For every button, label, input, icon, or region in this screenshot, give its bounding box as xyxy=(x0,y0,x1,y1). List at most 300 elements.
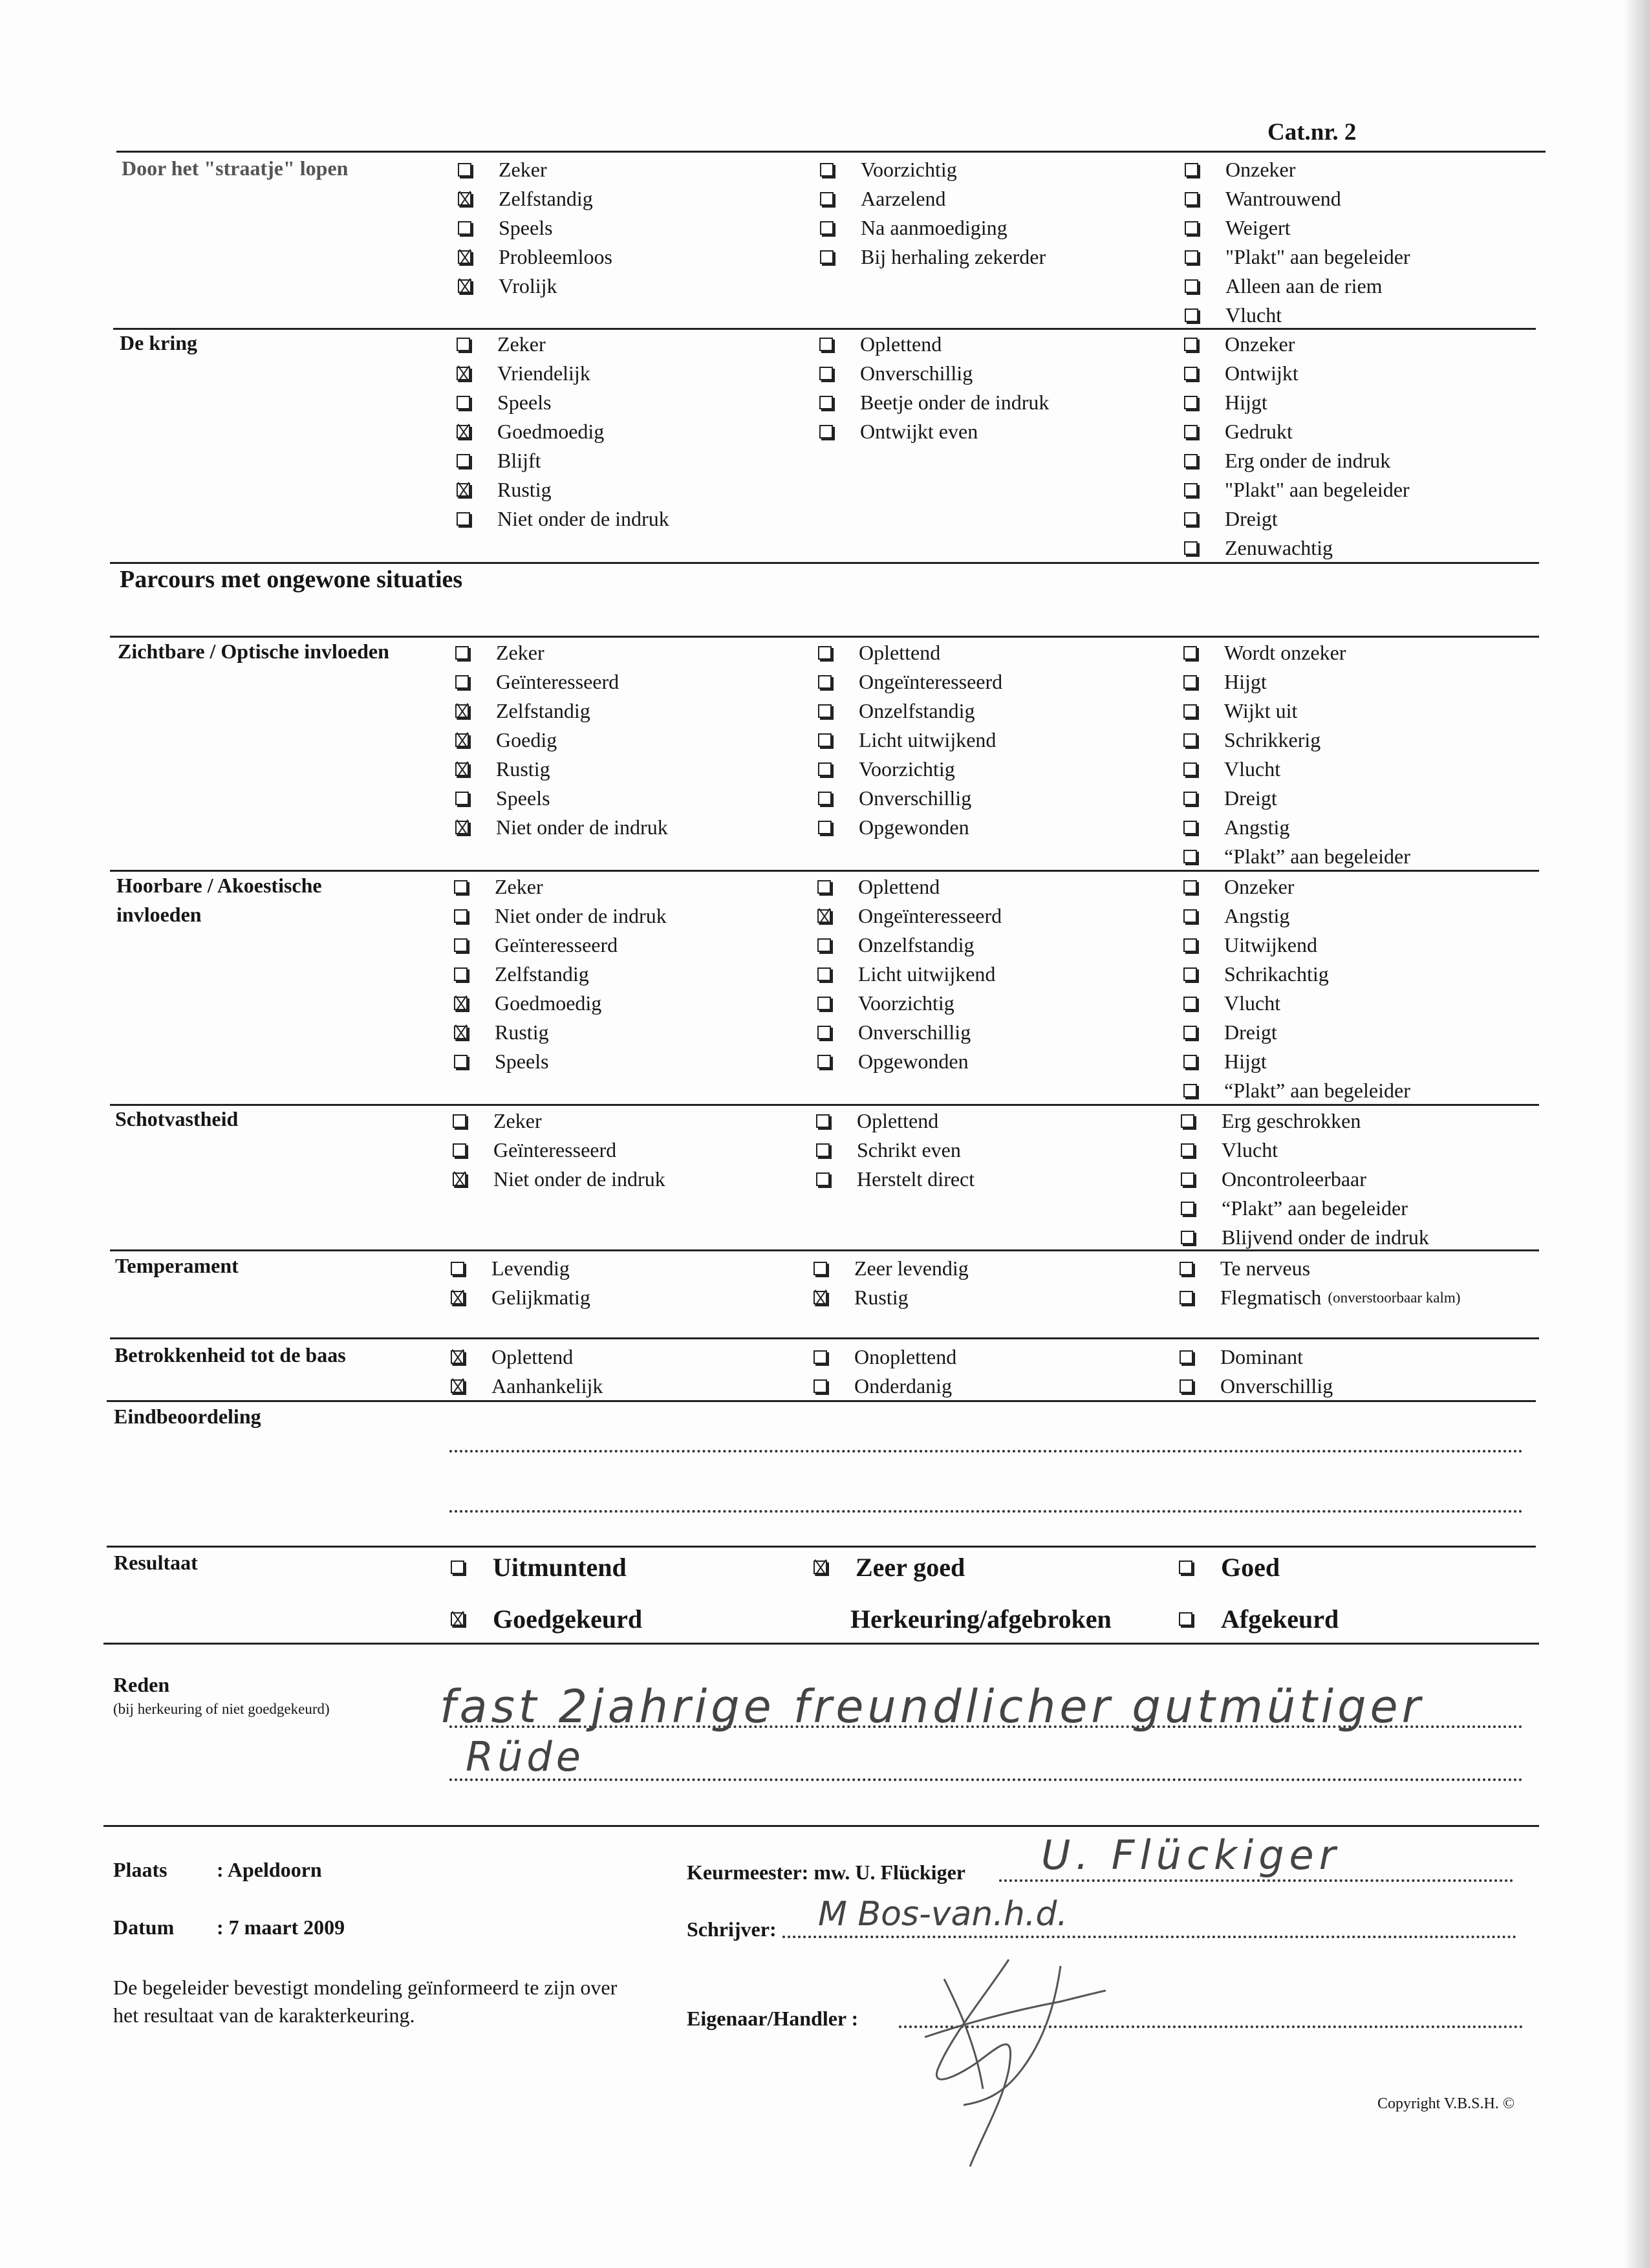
checkbox-icon[interactable] xyxy=(451,1561,464,1574)
checkbox-option[interactable] xyxy=(457,359,669,388)
checkbox-option-label: Onverschillig xyxy=(860,362,973,385)
checked-checkbox-icon[interactable] xyxy=(455,733,469,747)
checkbox-icon[interactable] xyxy=(1184,338,1198,351)
checkbox-icon[interactable] xyxy=(817,997,831,1010)
checkbox-option-label: Zeker xyxy=(497,332,546,356)
checkbox-option[interactable] xyxy=(457,417,669,446)
checkbox-option[interactable] xyxy=(820,213,1046,243)
checkbox-icon[interactable] xyxy=(820,221,834,235)
checkbox-icon[interactable] xyxy=(1183,792,1197,805)
reden-handwriting-line1: fast 2jahrige freundlicher gutmütiger xyxy=(440,1680,1425,1733)
checkbox-icon[interactable] xyxy=(1180,1291,1193,1304)
section-label-kring: De kring xyxy=(120,331,197,354)
checkbox-option-label: Oplettend xyxy=(858,875,940,898)
checkbox-icon[interactable] xyxy=(1183,675,1197,689)
checkbox-option[interactable] xyxy=(819,359,1049,388)
checkbox-option[interactable] xyxy=(817,902,1002,931)
checkbox-option[interactable] xyxy=(818,638,1002,667)
betrokkenheid-col2 xyxy=(814,1343,956,1401)
temperament-col2 xyxy=(814,1254,969,1312)
checked-checkbox-icon[interactable] xyxy=(457,367,470,380)
checkbox-option[interactable] xyxy=(1183,697,1410,726)
schot-col2 xyxy=(816,1107,975,1194)
checkbox-option-label: Onverschillig xyxy=(858,1021,971,1044)
checkbox-option-label: Onzeker xyxy=(1225,158,1296,181)
checkbox-option[interactable] xyxy=(820,155,1046,184)
checked-checkbox-icon[interactable] xyxy=(455,821,469,834)
checkbox-option-label: Schrikachtig xyxy=(1224,962,1329,986)
checkbox-option-label: Speels xyxy=(497,391,552,414)
checked-checkbox-icon[interactable] xyxy=(455,704,469,718)
checkbox-icon[interactable] xyxy=(1184,483,1198,497)
optisch-col2 xyxy=(818,638,1002,842)
checkbox-option[interactable] xyxy=(1185,184,1410,213)
checkbox-option[interactable] xyxy=(1184,417,1410,446)
checkbox-option[interactable] xyxy=(819,417,1049,446)
checkbox-option[interactable] xyxy=(1184,359,1410,388)
checkbox-option[interactable] xyxy=(458,213,612,243)
checkbox-option[interactable] xyxy=(1184,388,1410,417)
checkbox-option[interactable] xyxy=(458,155,612,184)
checkbox-icon[interactable] xyxy=(455,646,469,660)
checkbox-option[interactable] xyxy=(1185,272,1410,301)
checkbox-icon[interactable] xyxy=(1185,163,1198,177)
checkbox-option[interactable] xyxy=(1183,813,1410,842)
checkbox-icon[interactable] xyxy=(1180,1262,1193,1275)
kring-col2 xyxy=(819,330,1049,446)
checkbox-option-label: Levendig xyxy=(491,1257,570,1280)
rule-resultaat xyxy=(107,1546,1536,1548)
checkbox-icon[interactable] xyxy=(817,880,831,894)
checkbox-icon[interactable] xyxy=(1185,308,1198,322)
begeleider-text-line2: het resultaat van de karakterkeuring. xyxy=(113,2003,415,2027)
keurmeester-label: Keurmeester: mw. U. Flückiger xyxy=(687,1861,965,1884)
checkbox-icon[interactable] xyxy=(814,1350,827,1364)
checkbox-icon[interactable] xyxy=(1183,762,1197,776)
datum-label: Datum xyxy=(113,1916,175,1939)
checkbox-option[interactable] xyxy=(455,726,668,755)
straatje-col3 xyxy=(1185,155,1410,330)
betrokkenheid-col1 xyxy=(451,1343,603,1401)
checkbox-icon[interactable] xyxy=(1183,646,1197,660)
checkbox-option-label: Oplettend xyxy=(491,1345,574,1368)
checkbox-option[interactable] xyxy=(453,1107,665,1136)
checkbox-option[interactable] xyxy=(1183,1047,1410,1076)
checkbox-option-label: Dominant xyxy=(1220,1345,1303,1368)
eind-line-1[interactable] xyxy=(449,1450,1523,1453)
checkbox-icon[interactable] xyxy=(819,425,833,438)
checkbox-icon[interactable] xyxy=(1185,250,1198,264)
checkbox-option[interactable] xyxy=(454,931,667,960)
checkbox-icon[interactable] xyxy=(1181,1172,1194,1186)
checked-checkbox-icon[interactable] xyxy=(458,192,471,206)
checkbox-option[interactable] xyxy=(1181,1165,1429,1194)
checkbox-icon[interactable] xyxy=(820,250,834,264)
checkbox-option[interactable] xyxy=(817,872,1002,902)
checkbox-icon[interactable] xyxy=(1179,1612,1192,1626)
checkbox-option[interactable] xyxy=(820,184,1046,213)
checkbox-option[interactable] xyxy=(454,989,667,1018)
checkbox-icon[interactable] xyxy=(1183,1084,1197,1097)
checkbox-option[interactable] xyxy=(818,726,1002,755)
checkbox-option[interactable] xyxy=(818,697,1002,726)
checkbox-option-label: Bij herhaling zekerder xyxy=(861,245,1046,268)
checkbox-icon[interactable] xyxy=(819,367,833,380)
schrijver-label: Schrijver: xyxy=(687,1917,777,1941)
checkbox-option[interactable] xyxy=(1181,1194,1429,1223)
checked-checkbox-icon[interactable] xyxy=(454,1026,468,1039)
checkbox-option[interactable] xyxy=(457,446,669,475)
checkbox-option-label: Ongeïnteresseerd xyxy=(858,904,1002,927)
rule-reden xyxy=(103,1643,1539,1645)
checkbox-option[interactable] xyxy=(453,1165,665,1194)
checkbox-option[interactable] xyxy=(453,1136,665,1165)
checkbox-option-label: Na aanmoediging xyxy=(861,216,1008,239)
checkbox-option-label: Goedig xyxy=(496,728,557,751)
checkbox-option[interactable] xyxy=(1183,842,1410,871)
result-goed-label: Goed xyxy=(1221,1553,1280,1582)
checkbox-option[interactable] xyxy=(455,813,668,842)
checkbox-option[interactable] xyxy=(451,1254,590,1283)
checkbox-option-label: Rustig xyxy=(497,478,552,501)
checked-checkbox-icon[interactable] xyxy=(451,1379,464,1393)
checkbox-option[interactable] xyxy=(1180,1343,1333,1372)
checkbox-icon[interactable] xyxy=(819,338,833,351)
section-label-optisch: Zichtbare / Optische invloeden xyxy=(118,640,389,663)
checkbox-option-label: Erg onder de indruk xyxy=(1225,449,1391,472)
checkbox-option[interactable] xyxy=(816,1165,975,1194)
checkbox-icon[interactable] xyxy=(457,338,470,351)
checkbox-option-label: "Plakt" aan begeleider xyxy=(1225,478,1410,501)
checked-checkbox-icon[interactable] xyxy=(814,1561,827,1574)
checkbox-option[interactable] xyxy=(1183,784,1410,813)
checkbox-option-label: Goedmoedig xyxy=(497,420,605,443)
result-uitmuntend[interactable] xyxy=(451,1552,627,1582)
checkbox-option[interactable] xyxy=(455,667,668,697)
checkbox-option-label: Beetje onder de indruk xyxy=(860,391,1050,414)
checkbox-icon[interactable] xyxy=(817,1026,831,1039)
checkbox-icon[interactable] xyxy=(1181,1143,1194,1157)
checkbox-option[interactable] xyxy=(814,1343,956,1372)
checkbox-option-label: Schrikkerig xyxy=(1224,728,1321,751)
checkbox-option[interactable] xyxy=(454,1018,667,1047)
schrijver-line[interactable] xyxy=(782,1936,1516,1938)
checkbox-option-label: Aanhankelijk xyxy=(491,1374,603,1398)
checkbox-icon[interactable] xyxy=(1179,1561,1192,1574)
checkbox-option[interactable] xyxy=(1183,755,1410,784)
checkbox-icon[interactable] xyxy=(814,1262,827,1275)
checked-checkbox-icon[interactable] xyxy=(458,250,471,264)
checkbox-option[interactable] xyxy=(458,243,612,272)
checkbox-option[interactable] xyxy=(817,931,1002,960)
checkbox-icon[interactable] xyxy=(454,938,468,952)
checkbox-option-label: Vlucht xyxy=(1225,303,1282,327)
checkbox-option[interactable] xyxy=(817,989,1002,1018)
checkbox-icon[interactable] xyxy=(454,909,468,923)
checkbox-icon[interactable] xyxy=(1185,279,1198,293)
checkbox-option[interactable] xyxy=(1180,1254,1460,1283)
checkbox-option[interactable] xyxy=(454,872,667,902)
checkbox-option[interactable] xyxy=(454,1047,667,1076)
checkbox-option-label: Voorzichtig xyxy=(859,757,955,781)
checkbox-icon[interactable] xyxy=(1180,1350,1193,1364)
checkbox-option[interactable] xyxy=(457,475,669,504)
checkbox-option-label: Zeer levendig xyxy=(854,1257,969,1280)
checkbox-option[interactable] xyxy=(820,243,1046,272)
reden-handwriting-line2: Rüde xyxy=(466,1733,585,1780)
checkbox-option[interactable] xyxy=(451,1372,603,1401)
checkbox-option-note: (onverstoorbaar kalm) xyxy=(1328,1290,1461,1306)
begeleider-text-line1: De begeleider bevestigt mondeling geïnformeerd te zijn over xyxy=(113,1976,618,1999)
checkbox-option[interactable] xyxy=(1184,504,1410,534)
checkbox-icon[interactable] xyxy=(1183,850,1197,863)
checkbox-option[interactable] xyxy=(457,330,669,359)
akoestisch-label-line1: Hoorbare / Akoestische xyxy=(116,874,322,897)
checkbox-icon[interactable] xyxy=(1183,938,1197,952)
result-uitmuntend-label: Uitmuntend xyxy=(493,1553,627,1582)
checkbox-icon[interactable] xyxy=(818,792,832,805)
checkbox-icon[interactable] xyxy=(820,163,834,177)
checkbox-option[interactable] xyxy=(1185,243,1410,272)
checkbox-option[interactable] xyxy=(455,784,668,813)
checkbox-option[interactable] xyxy=(457,388,669,417)
checkbox-option[interactable] xyxy=(818,813,1002,842)
checkbox-icon[interactable] xyxy=(1181,1114,1194,1128)
checkbox-option-label: “Plakt” aan begeleider xyxy=(1224,845,1410,868)
checkbox-option[interactable] xyxy=(1180,1372,1333,1401)
checkbox-option[interactable] xyxy=(1183,1018,1410,1047)
checkbox-option-label: Wijkt uit xyxy=(1224,699,1298,722)
checkbox-option-label: Schrikt even xyxy=(857,1138,961,1161)
checkbox-option[interactable] xyxy=(455,755,668,784)
checkbox-option[interactable] xyxy=(819,330,1049,359)
checkbox-icon[interactable] xyxy=(454,880,468,894)
reden-line-2[interactable] xyxy=(449,1778,1523,1781)
checkbox-icon[interactable] xyxy=(1183,909,1197,923)
checkbox-icon[interactable] xyxy=(1183,821,1197,834)
checkbox-icon[interactable] xyxy=(1185,221,1198,235)
checkbox-option[interactable] xyxy=(817,1047,1002,1076)
checkbox-icon[interactable] xyxy=(816,1172,830,1186)
checkbox-option[interactable] xyxy=(1181,1107,1429,1136)
checkbox-icon[interactable] xyxy=(1183,997,1197,1010)
plaats-value: : Apeldoorn xyxy=(217,1858,322,1881)
akoestisch-col2 xyxy=(817,872,1002,1076)
checkbox-option-label: Hijgt xyxy=(1224,670,1267,693)
checkbox-icon[interactable] xyxy=(816,1143,830,1157)
checkbox-icon[interactable] xyxy=(817,938,831,952)
checkbox-option[interactable] xyxy=(458,272,612,301)
result-afgekeurd[interactable] xyxy=(1179,1604,1339,1634)
checkbox-icon[interactable] xyxy=(818,821,832,834)
checkbox-icon[interactable] xyxy=(451,1262,464,1275)
checkbox-icon[interactable] xyxy=(816,1114,830,1128)
checkbox-icon[interactable] xyxy=(1183,1055,1197,1068)
checkbox-option[interactable] xyxy=(818,667,1002,697)
checkbox-option[interactable] xyxy=(1183,989,1410,1018)
checkbox-option-label: Ontwijkt xyxy=(1225,362,1299,385)
checkbox-option[interactable] xyxy=(814,1254,969,1283)
checked-checkbox-icon[interactable] xyxy=(457,483,470,497)
checkbox-option-label: Zelfstandig xyxy=(496,699,590,722)
checkbox-icon[interactable] xyxy=(1183,704,1197,718)
checkbox-icon[interactable] xyxy=(1183,733,1197,747)
checkbox-option[interactable] xyxy=(1183,726,1410,755)
checkbox-icon[interactable] xyxy=(1184,367,1198,380)
checked-checkbox-icon[interactable] xyxy=(451,1612,464,1626)
checkbox-option[interactable] xyxy=(1183,931,1410,960)
checkbox-option[interactable] xyxy=(454,960,667,989)
checkbox-option-label: Oplettend xyxy=(860,332,942,356)
checkbox-icon[interactable] xyxy=(1184,541,1198,555)
checkbox-option-label: Onderdanig xyxy=(854,1374,953,1398)
checked-checkbox-icon[interactable] xyxy=(454,997,468,1010)
checkbox-option-label: Speels xyxy=(499,216,553,239)
checkbox-icon[interactable] xyxy=(454,967,468,981)
checkbox-icon[interactable] xyxy=(1183,880,1197,894)
checkbox-option[interactable] xyxy=(1185,301,1410,330)
result-goed[interactable] xyxy=(1179,1552,1280,1582)
checkbox-option-label: Ontwijkt even xyxy=(860,420,978,443)
checkbox-icon[interactable] xyxy=(1185,192,1198,206)
checkbox-icon[interactable] xyxy=(457,512,470,526)
checkbox-icon[interactable] xyxy=(453,1114,466,1128)
checkbox-option-label: Geïnteresseerd xyxy=(495,933,618,956)
checked-checkbox-icon[interactable] xyxy=(458,279,471,293)
optisch-col1 xyxy=(455,638,668,842)
checkbox-option-label: Dreigt xyxy=(1225,507,1278,530)
checkbox-option[interactable] xyxy=(1181,1223,1429,1252)
checkbox-option[interactable] xyxy=(1183,667,1410,697)
checkbox-icon[interactable] xyxy=(1181,1231,1194,1244)
result-zeer-goed[interactable] xyxy=(814,1552,965,1582)
temperament-col3 xyxy=(1180,1254,1460,1312)
checkbox-icon[interactable] xyxy=(818,704,832,718)
checkbox-icon[interactable] xyxy=(819,396,833,409)
cat-number: Cat.nr. 2 xyxy=(1267,119,1357,146)
checkbox-option[interactable] xyxy=(818,755,1002,784)
checkbox-option[interactable] xyxy=(1183,638,1410,667)
result-herkeuring[interactable] xyxy=(814,1604,1112,1634)
checkbox-icon[interactable] xyxy=(1180,1379,1193,1393)
checkbox-option-label: Blijft xyxy=(497,449,541,472)
checkbox-option-label: Wantrouwend xyxy=(1225,187,1341,210)
checkbox-icon[interactable] xyxy=(1184,396,1198,409)
result-afgekeurd-label: Afgekeurd xyxy=(1221,1604,1339,1634)
checkbox-option[interactable] xyxy=(1180,1283,1460,1312)
rule-top xyxy=(116,151,1546,153)
checkbox-option-label: Wordt onzeker xyxy=(1224,641,1346,664)
checkbox-option[interactable] xyxy=(1183,902,1410,931)
checkbox-option-label: Niet onder de indruk xyxy=(495,904,667,927)
result-goedgekeurd[interactable] xyxy=(451,1604,642,1634)
checkbox-icon[interactable] xyxy=(455,675,469,689)
checkbox-icon[interactable] xyxy=(1184,454,1198,468)
checkbox-icon[interactable] xyxy=(814,1379,827,1393)
eind-line-2[interactable] xyxy=(449,1510,1523,1513)
checkbox-option[interactable] xyxy=(1185,155,1410,184)
checkbox-icon[interactable] xyxy=(818,646,832,660)
checkbox-option[interactable] xyxy=(455,638,668,667)
checkbox-option[interactable] xyxy=(451,1283,590,1312)
checkbox-icon[interactable] xyxy=(1184,512,1198,526)
checkbox-icon[interactable] xyxy=(1183,1026,1197,1039)
checkbox-icon[interactable] xyxy=(457,454,470,468)
checkbox-option[interactable] xyxy=(457,504,669,534)
checkbox-icon[interactable] xyxy=(1183,967,1197,981)
checkbox-option[interactable] xyxy=(451,1343,603,1372)
checked-checkbox-icon[interactable] xyxy=(453,1172,466,1186)
checked-checkbox-icon[interactable] xyxy=(451,1291,464,1304)
checkbox-option[interactable] xyxy=(1181,1136,1429,1165)
checkbox-option-label: Ongeïnteresseerd xyxy=(859,670,1003,693)
checkbox-option[interactable] xyxy=(819,388,1049,417)
checkbox-option-label: Angstig xyxy=(1224,815,1290,839)
checkbox-option-label: Probleemloos xyxy=(499,245,612,268)
checkbox-option[interactable] xyxy=(1183,1076,1410,1105)
checkbox-icon[interactable] xyxy=(1184,425,1198,438)
checkbox-option[interactable] xyxy=(1185,213,1410,243)
reden-note: (bij herkeuring of niet goedgekeurd) xyxy=(113,1701,330,1717)
checkbox-option[interactable] xyxy=(1184,330,1410,359)
checkbox-option[interactable] xyxy=(1184,534,1410,563)
optisch-col3 xyxy=(1183,638,1410,871)
checkbox-icon[interactable] xyxy=(820,192,834,206)
checkbox-option[interactable] xyxy=(458,184,612,213)
checkbox-option[interactable] xyxy=(814,1283,969,1312)
checkbox-option-label: Aarzelend xyxy=(861,187,946,210)
checkbox-option[interactable] xyxy=(1184,446,1410,475)
checkbox-option[interactable] xyxy=(817,1018,1002,1047)
checkbox-option-label: Licht uitwijkend xyxy=(858,962,996,986)
checkbox-icon[interactable] xyxy=(818,675,832,689)
keurmeester-signature: U. Flückiger xyxy=(1041,1831,1341,1879)
checkbox-option[interactable] xyxy=(1184,475,1410,504)
checkbox-option[interactable] xyxy=(816,1136,975,1165)
betrokkenheid-col3 xyxy=(1180,1343,1333,1401)
checkbox-option[interactable] xyxy=(814,1372,956,1401)
checkbox-option[interactable] xyxy=(455,697,668,726)
checked-checkbox-icon[interactable] xyxy=(817,909,831,923)
checkbox-option[interactable] xyxy=(816,1107,975,1136)
checkbox-option-label: Alleen aan de riem xyxy=(1225,274,1383,297)
checkbox-icon[interactable] xyxy=(817,1055,831,1068)
checked-checkbox-icon[interactable] xyxy=(814,1291,827,1304)
section-label-straatje: Door het "straatje" lopen xyxy=(122,157,349,180)
checkbox-option[interactable] xyxy=(818,784,1002,813)
checked-checkbox-icon[interactable] xyxy=(451,1350,464,1364)
checkbox-icon[interactable] xyxy=(453,1143,466,1157)
checkbox-icon[interactable] xyxy=(458,163,471,177)
checkbox-icon[interactable] xyxy=(1181,1202,1194,1215)
eigenaar-signature xyxy=(905,1940,1119,2173)
checkbox-option[interactable] xyxy=(817,960,1002,989)
checkbox-icon[interactable] xyxy=(817,967,831,981)
checked-checkbox-icon[interactable] xyxy=(457,425,470,438)
checkbox-icon[interactable] xyxy=(455,792,469,805)
checkbox-icon[interactable] xyxy=(457,396,470,409)
checkbox-icon[interactable] xyxy=(818,762,832,776)
checkbox-icon[interactable] xyxy=(458,221,471,235)
checkbox-option[interactable] xyxy=(1183,960,1410,989)
checked-checkbox-icon[interactable] xyxy=(455,762,469,776)
checkbox-option[interactable] xyxy=(454,902,667,931)
checkbox-icon[interactable] xyxy=(454,1055,468,1068)
keurmeester-line[interactable] xyxy=(999,1879,1513,1882)
checkbox-icon[interactable] xyxy=(818,733,832,747)
checkbox-option[interactable] xyxy=(1183,872,1410,902)
result-zeer-goed-label: Zeer goed xyxy=(856,1553,965,1582)
